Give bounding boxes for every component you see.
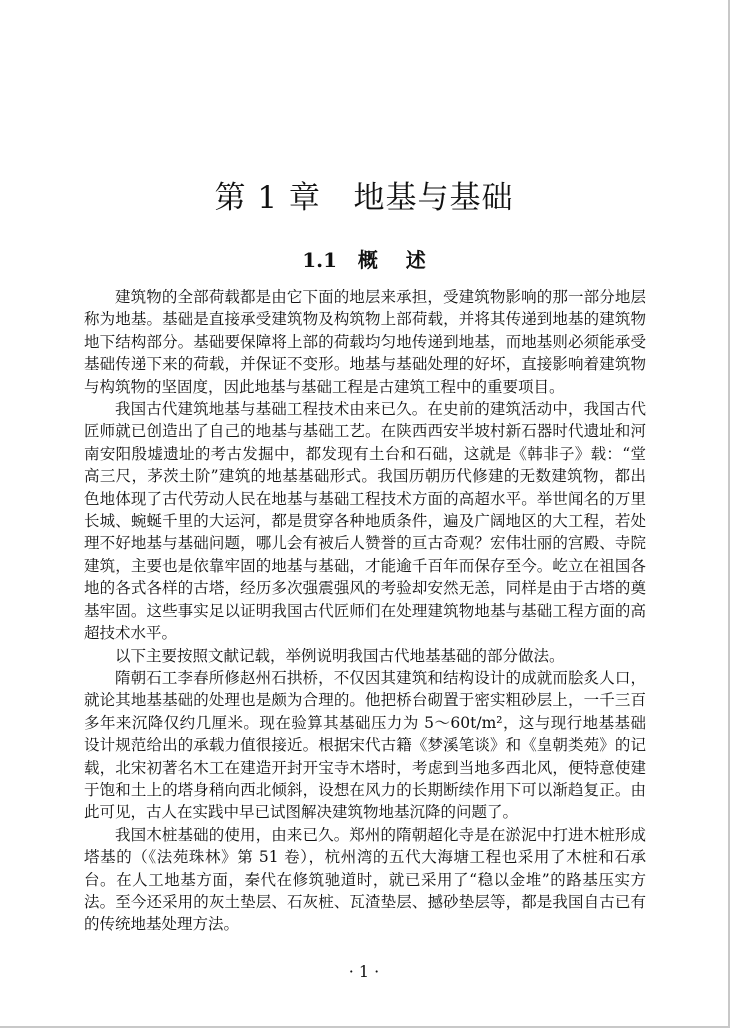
paragraph: 建筑物的全部荷载都是由它下面的地层来承担，受建筑物影响的那一部分地层称为地基。基础是直接承受建筑物及构筑物上部荷载，并将其传递到地基的建筑物地下结构部分。基础要保障将上部的荷载均匀地传递到地基，而地基则必须能承受基础传递下来的荷载，并保证不变形。地基与基础处理的好坏，直接影响着建筑物与构筑物的坚固度，因此地基与基础工程是古建筑工程中的重要项目。 <box>84 288 646 396</box>
section-title: 1.1 概 述 <box>302 248 426 272</box>
paragraph: 我国古代建筑地基与基础工程技术由来已久。在史前的建筑活动中，我国古代匠师就已创造出了自己的地基与基础工艺。在陕西西安半坡村新石器时代遗址和河南安阳殷墟遗址的考古发掘中，都发现有土台和石础，这就是《韩非子》载：“堂高三尺，茅茨土阶”建筑的地基基础形式。我国历朝历代修建的无数建筑物，都出色地体现了古代劳动人民在地基与基础工程技术方面的高超水平。举世闻名的万里长城、蜿蜒千里的大运河，都是贯穿各种地质条件，遍及广阔地区的大工程，若处理不好地基与基础问题，哪儿会有被后人赞誉的亘古奇观？宏伟壮丽的宫殿、寺院建筑，主要也是依靠牢固的地基与基础，才能逾千百年而保存至今。屹立在祖国各地的各式各样的古塔，经历多次强震强风的考验却安然无恙，同样是由于古塔的奠基牢固。这些事实足以证明我国古代匠师们在处理建筑物地基与基础工程方面的高超技术水平。 <box>84 400 646 643</box>
chapter-title: 第 1 章 地基与基础 <box>214 180 514 216</box>
body-text <box>84 286 646 936</box>
page-number: · 1 · <box>348 962 380 981</box>
paragraph: 我国木桩基础的使用，由来已久。郑州的隋朝超化寺是在淤泥中打进木桩形成塔基的（《法苑珠林》第 51 卷），杭州湾的五代大海塘工程也采用了木桩和石承台。在人工地基方面，秦代在修筑驰道时，就已采用了“稳以金堆”的路基压实方法。至今还采用的灰土垫层、石灰桩、瓦渣垫层、撼砂垫层等，都是我国自古已有的传统地基处理方法。 <box>84 825 646 934</box>
paragraph: 以下主要按照文献记载，举例说明我国古代地基基础的部分做法。 <box>115 646 565 665</box>
paragraph: 隋朝石工李春所修赵州石拱桥，不仅因其建筑和结构设计的成就而脍炙人口，就论其地基基础的处理也是颇为合理的。他把桥台砌置于密实粗砂层上，一千三百多年来沉降仅约几厘米。现在验算其基础压力为 5～60t/m²，这与现行地基基础设计规范给出的承载力值很接近。根据宋代古籍《梦溪笔谈》和《皇朝类苑》的记载，北宋初著名木工在建造开封开宝寺木塔时，考虑到当地多西北风，便特意使建于饱和土上的塔身稍向西北倾斜，设想在风力的长期断续作用下可以渐趋复正。由此可见，古人在实践中早已试图解决建筑物地基沉降的问题了。 <box>84 668 646 822</box>
